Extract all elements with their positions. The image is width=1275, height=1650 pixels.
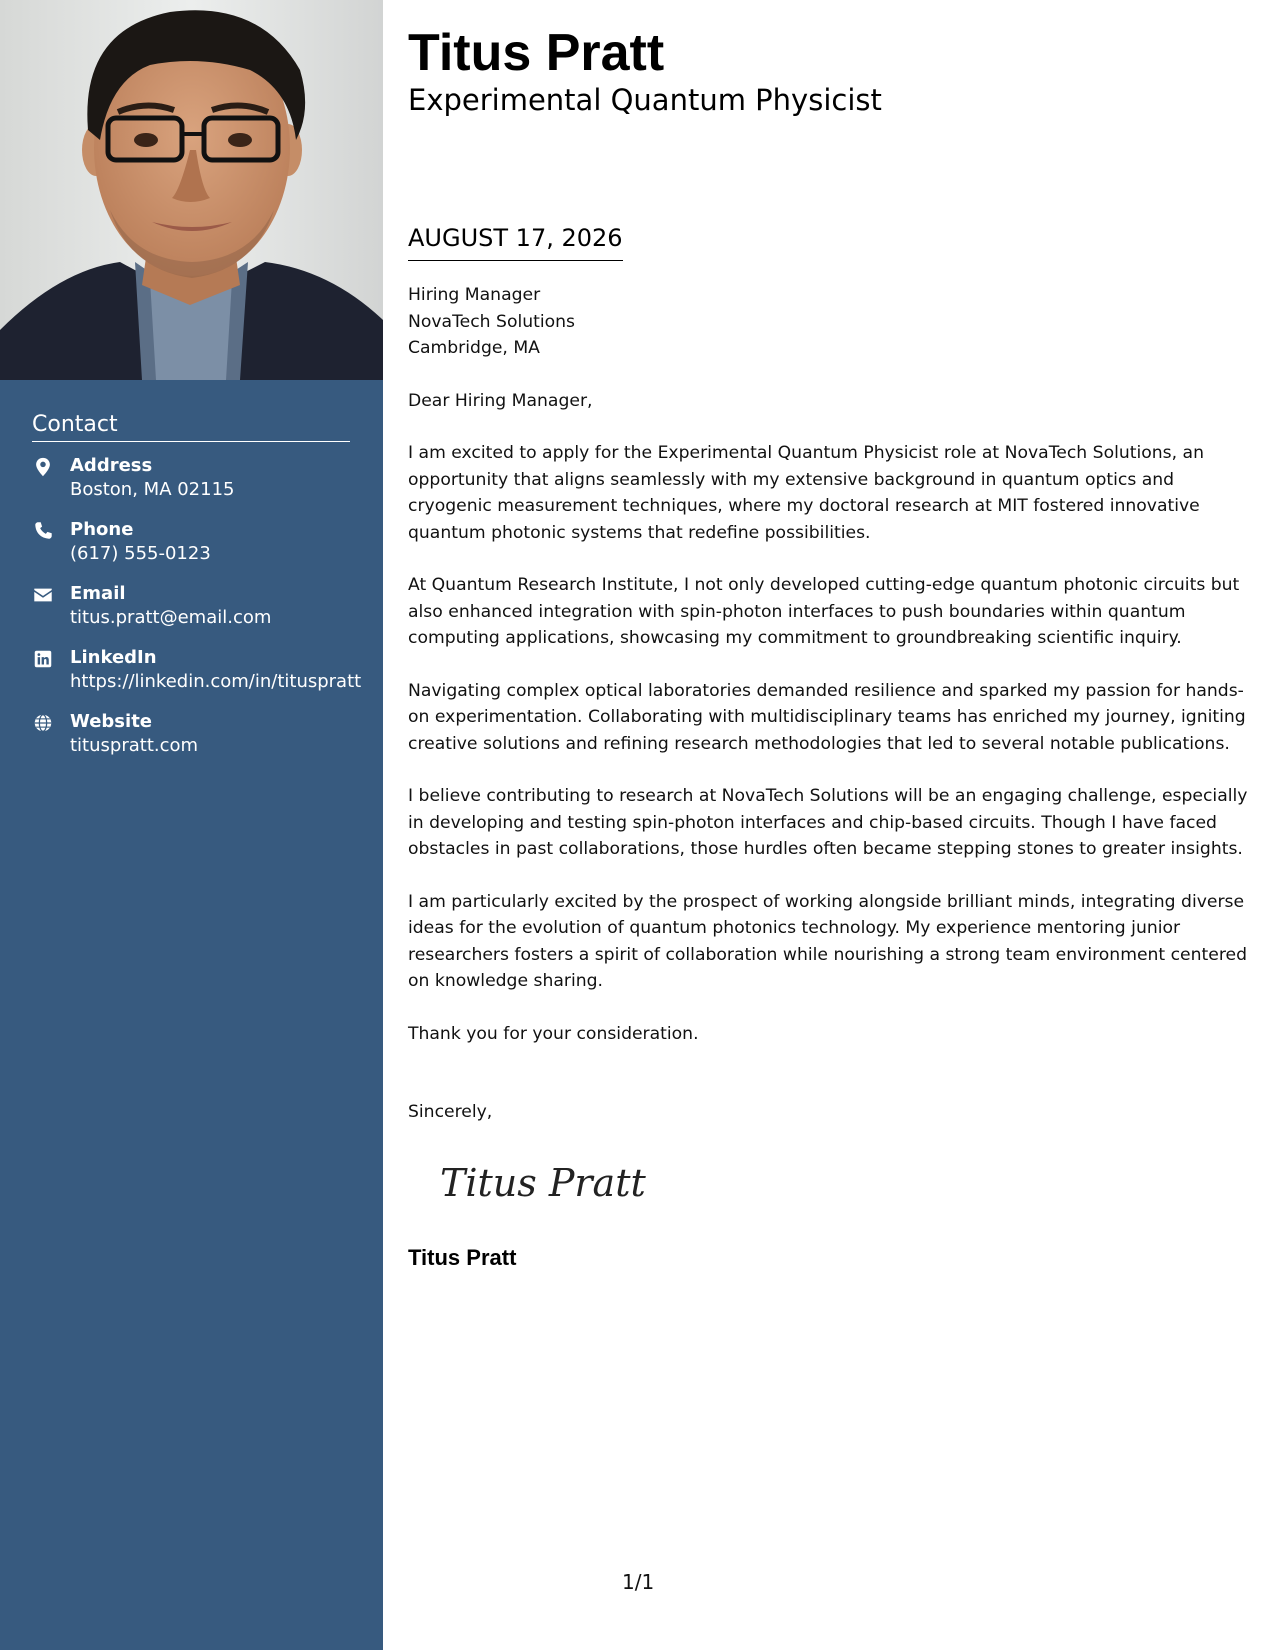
letter-paragraph: I believe contributing to research at NovaTech Solutions will be an engaging challenge, especially in developing and testing spin-photon interfaces and chip-based circuits. Though I have faced obstacles in past collaborations, those hurdles often became stepping stones to greater insights. [408, 786, 1248, 859]
recipient-line: Hiring Manager [408, 285, 541, 305]
contact-section [32, 412, 362, 774]
contact-value: (617) 555-0123 [70, 543, 211, 564]
candidate-name: Titus Pratt [408, 24, 665, 82]
signed-name: Titus Pratt [408, 1245, 517, 1270]
signature [436, 1152, 656, 1212]
letter-paragraph: I am excited to apply for the Experimental Quantum Physicist role at NovaTech Solutions, an opportunity that aligns seamlessly with my extensive background in quantum optics and cryogenic measurement techniques, where my doctoral research at MIT fostered innovative quantum photonic systems that redefine possibilities. [408, 443, 1204, 543]
contact-value[interactable]: https://linkedin.com/in/tituspratt [70, 671, 362, 692]
letter-date: AUGUST 17, 2026 [408, 222, 623, 261]
recipient-line: Cambridge, MA [408, 338, 540, 358]
contact-item-website [32, 710, 350, 758]
contact-label: Website [70, 711, 153, 732]
recipient-line: NovaTech Solutions [408, 311, 576, 332]
letter-paragraph: At Quantum Research Institute, I not only developed cutting-edge quantum photonic circuits but also enhanced integration with spin-photon interfaces to push boundaries within quantum computing applications, showcasing my commitment to groundbreaking scientific inquiry. [408, 575, 1240, 648]
contact-value[interactable]: titus.pratt@email.com [70, 607, 272, 628]
letter-body [408, 282, 1248, 1152]
envelope-icon [32, 584, 54, 606]
salutation: Dear Hiring Manager, [408, 390, 593, 411]
map-pin-icon [32, 456, 54, 478]
sidebar [0, 0, 383, 1650]
contact-label: Address [70, 455, 153, 476]
globe-icon [32, 712, 54, 734]
recipient-block [408, 282, 1248, 362]
svg-text:Titus Pratt: Titus Pratt [440, 1161, 646, 1205]
phone-icon [32, 520, 54, 542]
job-title: Experimental Quantum Physicist [408, 83, 882, 117]
contact-item-email [32, 582, 350, 630]
contact-value[interactable]: tituspratt.com [70, 735, 199, 756]
contact-label: LinkedIn [70, 647, 157, 668]
page-number: 1/1 [622, 1570, 655, 1594]
contact-heading: Contact [32, 412, 350, 442]
linkedin-icon [32, 648, 54, 670]
contact-item-linkedin [32, 646, 362, 694]
thanks-line: Thank you for your consideration. [408, 1023, 699, 1044]
letter-paragraph: I am particularly excited by the prospect of working alongside brilliant minds, integrating diverse ideas for the evolution of quantum photonics technology. My experience mentoring junior researchers fosters a spirit of collaboration while nourishing a strong team environment centered on knowledge sharing. [408, 891, 1248, 991]
closing: Sincerely, [408, 1102, 493, 1122]
contact-item-phone [32, 518, 350, 566]
contact-label: Phone [70, 519, 134, 540]
letter-paragraph: Navigating complex optical laboratories demanded resilience and sparked my passion for hands-on experimentation. Collaborating with multidisciplinary teams has enriched my journey, igniting creative solutions and refining research methodologies that led to several notable publications. [408, 680, 1246, 754]
contact-label: Email [70, 583, 126, 604]
contact-item-address [32, 454, 350, 502]
contact-value: Boston, MA 02115 [70, 479, 235, 500]
header [408, 24, 1248, 118]
profile-photo [0, 0, 383, 380]
